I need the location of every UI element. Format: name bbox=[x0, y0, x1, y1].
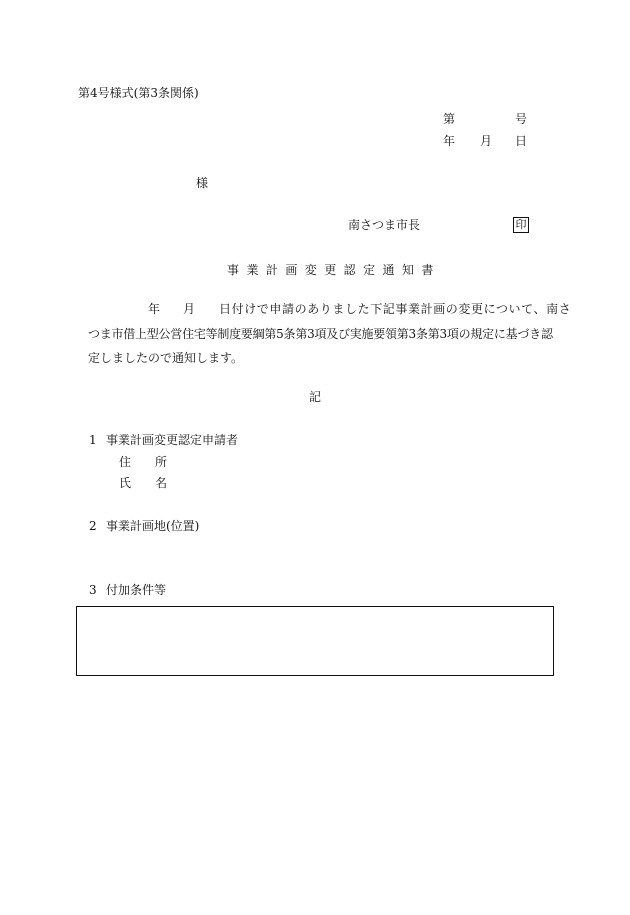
date-year: 年 bbox=[443, 134, 456, 148]
document-title: 事業計画変更認定通知書 bbox=[227, 263, 441, 277]
doc-number-prefix: 第 bbox=[443, 112, 456, 126]
body-line-1: 日付けで申請のありました下記事業計画の変更について、南さ bbox=[219, 302, 572, 316]
name-label-b: 名 bbox=[155, 476, 168, 490]
seal-mark: 印 bbox=[513, 217, 529, 233]
body-line-2: つま市借上型公営住宅等制度要綱第5条第3項及び実施要領第3条第3項の規定に基づき認 bbox=[88, 327, 553, 341]
conditions-box bbox=[76, 606, 554, 676]
body-line-3: 定しましたので通知します。 bbox=[88, 351, 244, 365]
item-label-applicant: 事業計画変更認定申請者 bbox=[106, 433, 239, 447]
address-label-a: 住 bbox=[119, 455, 132, 469]
name-label-a: 氏 bbox=[119, 476, 132, 490]
date-day: 日 bbox=[515, 134, 528, 148]
body-month: 月 bbox=[183, 302, 196, 316]
item-number: 2 bbox=[89, 519, 97, 533]
item-label-conditions: 付加条件等 bbox=[106, 583, 167, 597]
item-label-location: 事業計画地(位置) bbox=[106, 519, 200, 533]
date-month: 月 bbox=[480, 134, 493, 148]
form-number: 第4号様式(第3条関係) bbox=[78, 86, 199, 100]
issuer-name: 南さつま市長 bbox=[348, 218, 421, 232]
addressee-suffix: 様 bbox=[196, 176, 209, 190]
body-year: 年 bbox=[148, 302, 161, 316]
doc-number-suffix: 号 bbox=[515, 112, 528, 126]
ki-heading: 記 bbox=[309, 390, 322, 404]
item-number: 3 bbox=[89, 583, 97, 597]
item-number: 1 bbox=[89, 433, 97, 447]
address-label-b: 所 bbox=[155, 455, 168, 469]
